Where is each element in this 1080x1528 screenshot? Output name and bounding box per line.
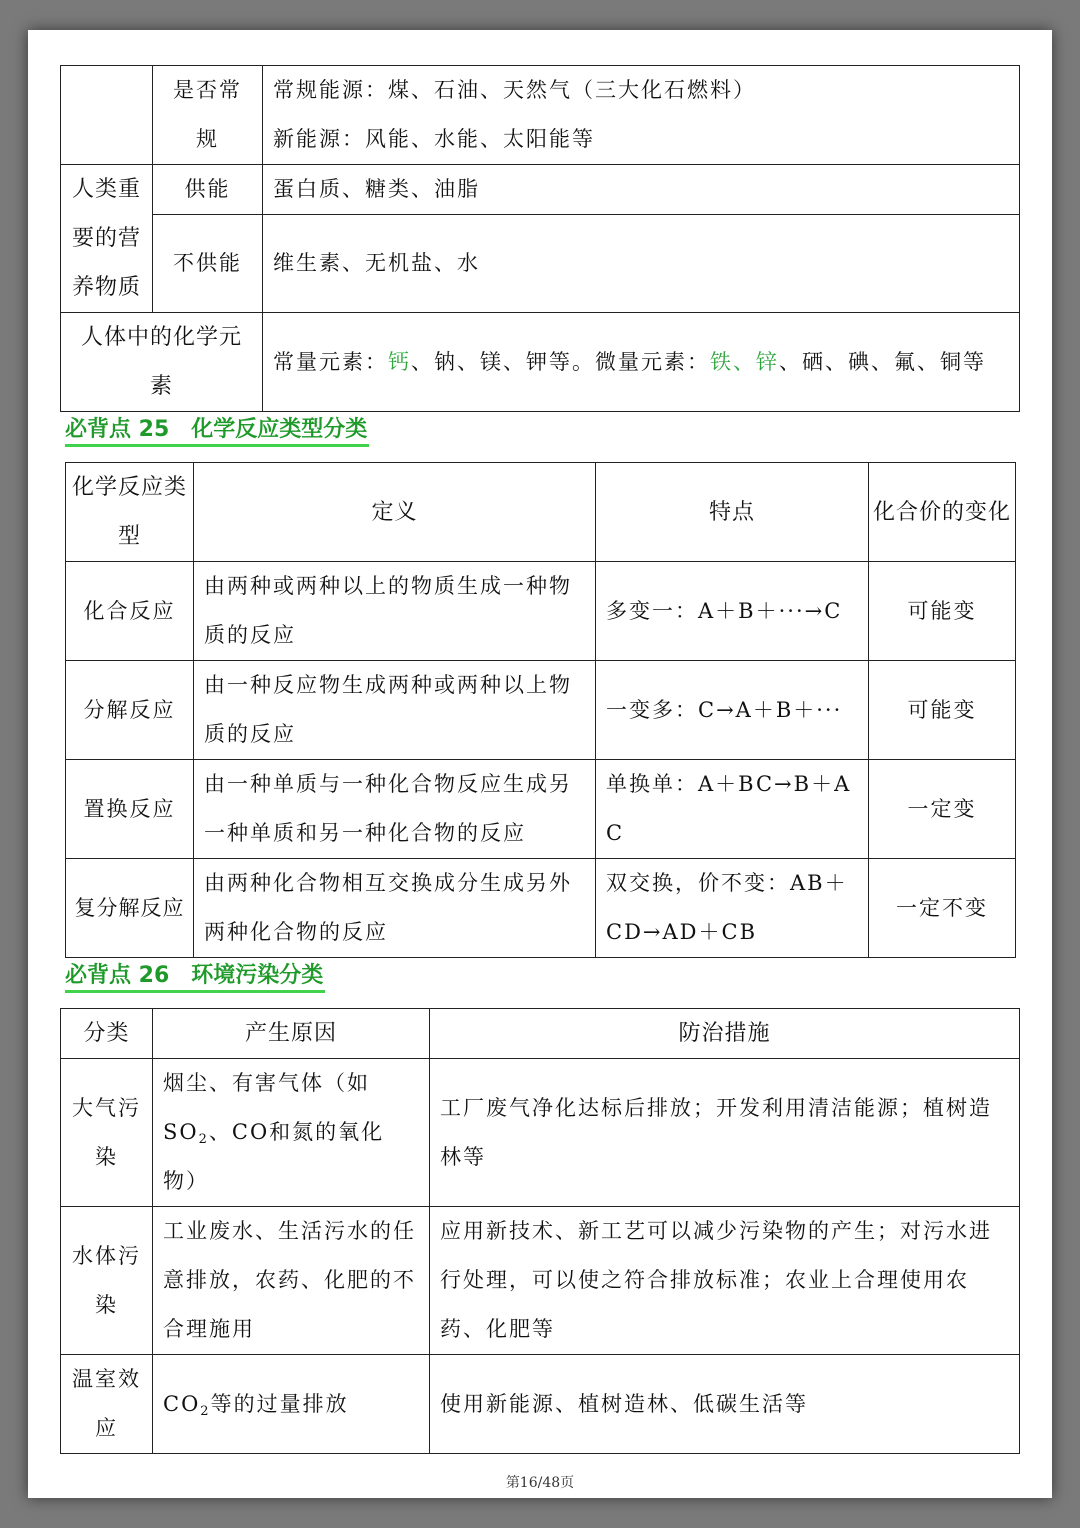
conventional-energy: 常规能源：煤、石油、天然气（三大化石燃料） <box>273 78 756 102</box>
pollution-category: 温室效应 <box>61 1355 153 1454</box>
table-row <box>66 760 1016 859</box>
section25-heading: 必背点 25 化学反应类型分类 <box>65 416 369 447</box>
cause-text: CO <box>163 1391 201 1416</box>
reaction-feature: 双交换，价不变：AB＋CD→AD＋CB <box>596 859 869 958</box>
pollution-measure: 工厂废气净化达标后排放；开发利用清洁能源；植树造林等 <box>430 1059 1020 1207</box>
reaction-definition: 由一种反应物生成两种或两种以上物质的反应 <box>194 661 596 760</box>
table-row <box>61 1355 1020 1454</box>
reaction-valence: 一定变 <box>869 760 1016 859</box>
cause-text: 、CO和氮的氧化物） <box>163 1120 385 1193</box>
reaction-feature: 单换单：A＋BC→B＋AC <box>596 760 869 859</box>
energy-values <box>263 66 1020 165</box>
reaction-type: 复分解反应 <box>66 859 194 958</box>
table-reaction-types <box>65 462 1016 958</box>
reaction-type: 分解反应 <box>66 661 194 760</box>
table-pollution <box>60 1008 1020 1454</box>
macro-prefix: 常量元素： <box>273 349 388 374</box>
reaction-feature: 多变一：A＋B＋···→C <box>596 562 869 661</box>
new-energy: 新能源：风能、水能、太阳能等 <box>273 127 595 151</box>
calcium-highlight: 钙 <box>388 349 411 374</box>
reaction-valence: 一定不变 <box>869 859 1016 958</box>
nonsupply-value: 维生素、无机盐、水 <box>263 215 1020 313</box>
empty-cell <box>61 66 153 165</box>
subscript: 2 <box>198 1132 209 1147</box>
header-cause: 产生原因 <box>153 1009 430 1059</box>
header-feature: 特点 <box>596 463 869 562</box>
table-row <box>61 1207 1020 1355</box>
table-row <box>66 859 1016 958</box>
reaction-valence: 可能变 <box>869 562 1016 661</box>
header-valence: 化合价的变化 <box>869 463 1016 562</box>
reaction-definition: 由两种或两种以上的物质生成一种物质的反应 <box>194 562 596 661</box>
cause-text: 烟尘、有害气体（如SO <box>163 1071 370 1144</box>
reaction-type: 化合反应 <box>66 562 194 661</box>
pollution-measure: 使用新能源、植树造林、低碳生活等 <box>430 1355 1020 1454</box>
reaction-feature: 一变多：C→A＋B＋··· <box>596 661 869 760</box>
header-type: 化学反应类型 <box>66 463 194 562</box>
reaction-valence: 可能变 <box>869 661 1016 760</box>
document-page <box>28 30 1052 1498</box>
pollution-category: 水体污染 <box>61 1207 153 1355</box>
nutrition-label: 人类重要的营养物质 <box>61 165 153 313</box>
cause-text: 等的过量排放 <box>210 1391 349 1416</box>
reaction-definition: 由两种化合物相互交换成分生成另外两种化合物的反应 <box>194 859 596 958</box>
pollution-measure: 应用新技术、新工艺可以减少污染物的产生；对污水进行处理，可以使之符合排放标准；农业上合理使用农药、化肥等 <box>430 1207 1020 1355</box>
pollution-cause <box>153 1059 430 1207</box>
table-row <box>66 661 1016 760</box>
macro-rest: 、钠、镁、钾等。微量元素： <box>411 349 710 374</box>
pollution-cause <box>153 1355 430 1454</box>
table-row <box>66 562 1016 661</box>
nonsupply-label: 不供能 <box>153 215 263 313</box>
reaction-definition: 由一种单质与一种化合物反应生成另一种单质和另一种化合物的反应 <box>194 760 596 859</box>
micro-rest: 、硒、碘、氟、铜等 <box>779 349 986 374</box>
reaction-type: 置换反应 <box>66 760 194 859</box>
header-category: 分类 <box>61 1009 153 1059</box>
pollution-cause: 工业废水、生活污水的任意排放，农药、化肥的不合理施用 <box>153 1207 430 1355</box>
supply-value: 蛋白质、糖类、油脂 <box>263 165 1020 215</box>
page-number: 第16/48页 <box>505 1475 575 1491</box>
elements-value <box>263 313 1020 412</box>
supply-label: 供能 <box>153 165 263 215</box>
section26-heading: 必背点 26 环境污染分类 <box>65 962 325 993</box>
energy-label: 是否常规 <box>153 66 263 165</box>
subscript: 2 <box>200 1403 211 1419</box>
elements-label: 人体中的化学元素 <box>61 313 263 412</box>
header-measure: 防治措施 <box>430 1009 1020 1059</box>
pollution-category: 大气污染 <box>61 1059 153 1207</box>
table-row <box>61 1059 1020 1207</box>
iron-zinc-highlight: 铁、锌 <box>710 349 779 374</box>
header-definition: 定义 <box>194 463 596 562</box>
table-energy-nutrition <box>60 65 1020 412</box>
